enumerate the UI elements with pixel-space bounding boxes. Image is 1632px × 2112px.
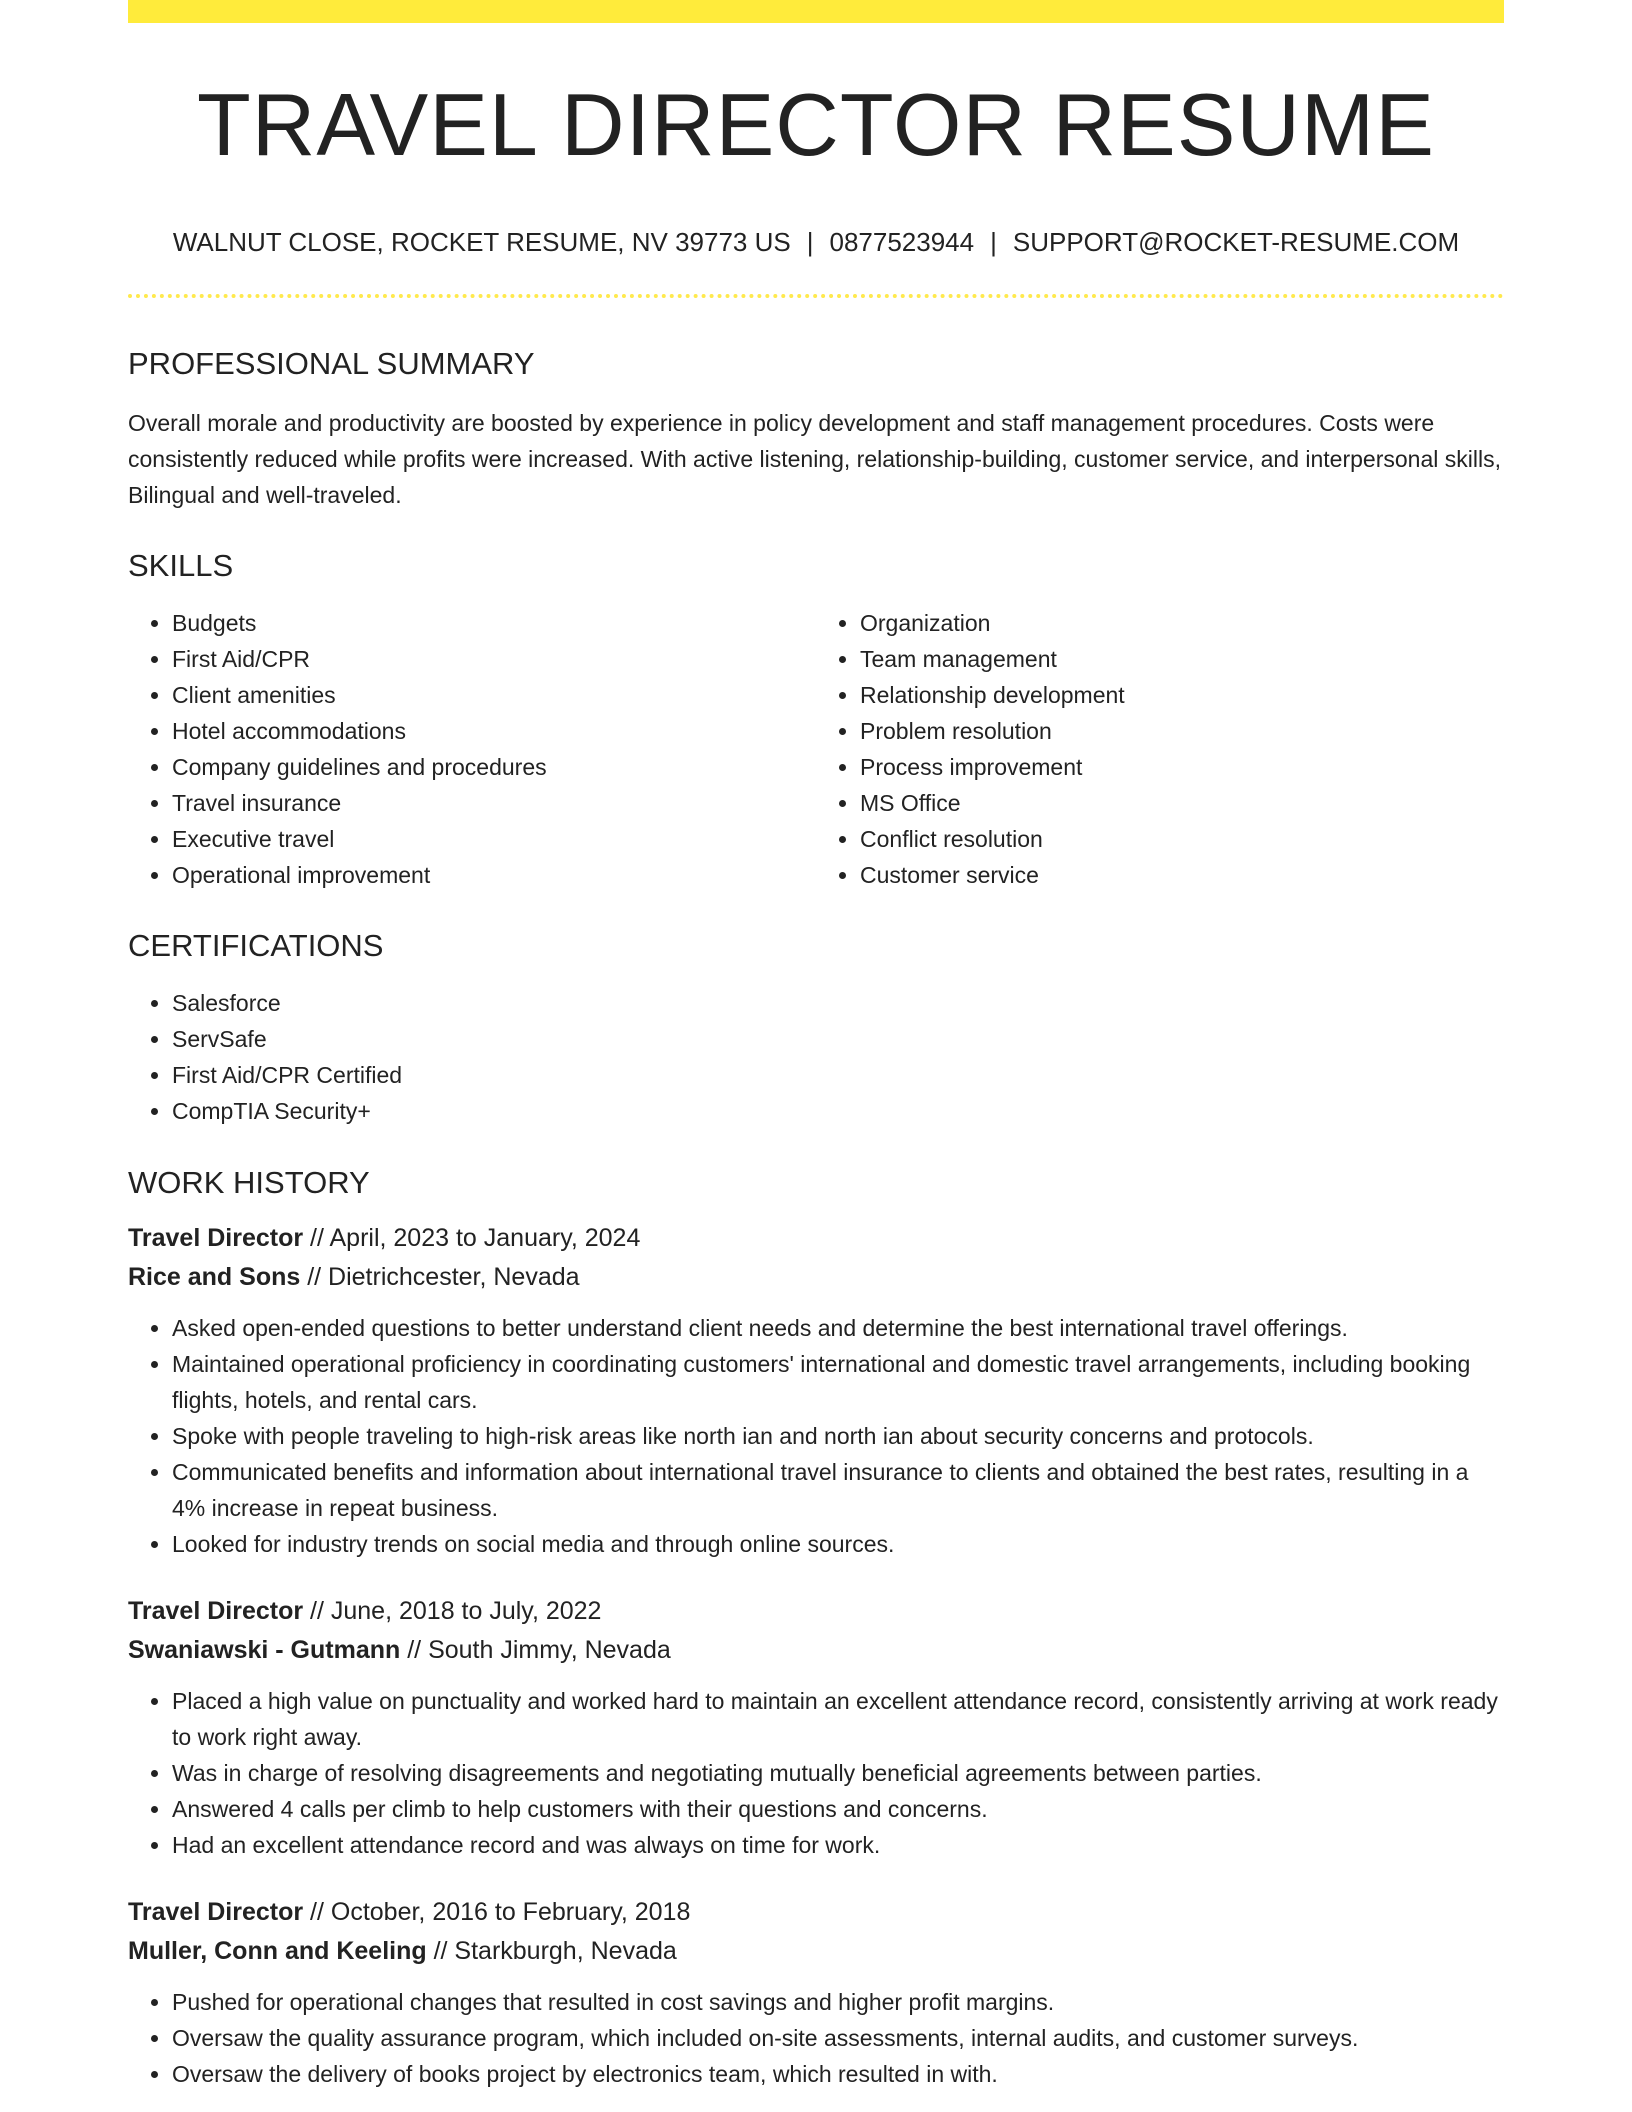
contact-phone[interactable]: 0877523944 xyxy=(829,227,975,257)
certification-item: • Salesforce xyxy=(172,985,1504,1021)
job-company-line xyxy=(128,1932,1504,1971)
job-title-line xyxy=(128,1893,1504,1932)
job-duty: • Asked open-ended questions to better understand client needs and determine the best international travel offerings. xyxy=(172,1310,1504,1346)
job-company-line xyxy=(128,1631,1504,1670)
skill-item: • Organization xyxy=(860,605,1504,641)
certification-item: • First Aid/CPR Certified xyxy=(172,1057,1504,1093)
job-entry xyxy=(128,1219,1504,1562)
job-title: Travel Director xyxy=(128,1898,304,1926)
skill-item: • Company guidelines and procedures xyxy=(172,749,816,785)
job-duties-list xyxy=(128,1984,1504,2092)
job-duty: • Had an excellent attendance record and was always on time for work. xyxy=(172,1827,1504,1863)
job-location: // Starkburgh, Nevada xyxy=(426,1937,677,1965)
job-dates: // October, 2016 to February, 2018 xyxy=(303,1898,691,1926)
resume-page xyxy=(128,0,1504,2092)
skills-columns xyxy=(128,605,1504,893)
job-duties-list xyxy=(128,1310,1504,1562)
skill-item: • Travel insurance xyxy=(172,785,816,821)
skill-item: • Customer service xyxy=(860,857,1504,893)
job-dates: // April, 2023 to January, 2024 xyxy=(303,1224,641,1252)
work-history-heading: WORK HISTORY xyxy=(128,1165,370,1200)
job-title: Travel Director xyxy=(128,1224,304,1252)
job-company: Rice and Sons xyxy=(128,1263,301,1291)
job-company: Muller, Conn and Keeling xyxy=(128,1937,427,1965)
skill-item: • First Aid/CPR xyxy=(172,641,816,677)
skills-heading: SKILLS xyxy=(128,548,234,583)
skill-item: • Process improvement xyxy=(860,749,1504,785)
job-company-line xyxy=(128,1258,1504,1297)
skill-item: • Conflict resolution xyxy=(860,821,1504,857)
job-duty: • Oversaw the delivery of books project by electronics team, which resulted in with. xyxy=(172,2056,1504,2092)
job-duty: • Oversaw the quality assurance program, which included on-site assessments, internal audits, and customer surveys. xyxy=(172,2020,1504,2056)
job-location: // South Jimmy, Nevada xyxy=(400,1636,671,1664)
job-duty: • Placed a high value on punctuality and worked hard to maintain an excellent attendance record, consistently arriving at work ready to work right away. xyxy=(172,1683,1504,1755)
skill-item: • Problem resolution xyxy=(860,713,1504,749)
job-duty: • Looked for industry trends on social media and through online sources. xyxy=(172,1526,1504,1562)
job-duty: • Pushed for operational changes that resulted in cost savings and higher profit margins. xyxy=(172,1984,1504,2020)
summary-heading: PROFESSIONAL SUMMARY xyxy=(128,346,535,381)
job-dates: // June, 2018 to July, 2022 xyxy=(303,1597,602,1625)
job-duty: • Answered 4 calls per climb to help customers with their questions and concerns. xyxy=(172,1791,1504,1827)
job-location: // Dietrichcester, Nevada xyxy=(300,1263,580,1291)
job-company: Swaniawski - Gutmann xyxy=(128,1636,401,1664)
job-duty: • Communicated benefits and information about international travel insurance to clients and obtained the best rates, resulting in a 4% increase in repeat business. xyxy=(172,1454,1504,1526)
header-divider xyxy=(128,294,1504,298)
job-duty: • Was in charge of resolving disagreements and negotiating mutually beneficial agreements between parties. xyxy=(172,1755,1504,1791)
resume-title: TRAVEL DIRECTOR RESUME xyxy=(197,75,1435,174)
job-duty: • Maintained operational proficiency in coordinating customers' international and domestic travel arrangements, including booking flights, hotels, and rental cars. xyxy=(172,1346,1504,1418)
job-duty: • Spoke with people traveling to high-risk areas like north ian and north ian about security concerns and protocols. xyxy=(172,1418,1504,1454)
skill-item: • Team management xyxy=(860,641,1504,677)
job-title-line xyxy=(128,1219,1504,1258)
skill-item: • Relationship development xyxy=(860,677,1504,713)
job-duties-list xyxy=(128,1683,1504,1863)
skill-item: • Executive travel xyxy=(172,821,816,857)
skills-list-right xyxy=(816,605,1504,893)
certification-item: • ServSafe xyxy=(172,1021,1504,1057)
accent-top-bar xyxy=(128,0,1504,23)
certifications-list xyxy=(128,985,1504,1129)
skill-item: • MS Office xyxy=(860,785,1504,821)
skill-item: • Client amenities xyxy=(172,677,816,713)
contact-separator: | xyxy=(990,227,997,257)
job-title: Travel Director xyxy=(128,1597,304,1625)
contact-email[interactable]: SUPPORT@ROCKET-RESUME.COM xyxy=(1012,227,1460,257)
job-entry xyxy=(128,1592,1504,1863)
job-title-line xyxy=(128,1592,1504,1631)
certification-item: • CompTIA Security+ xyxy=(172,1093,1504,1129)
contact-separator: | xyxy=(806,227,814,257)
contact-address: WALNUT CLOSE, ROCKET RESUME, NV 39773 US xyxy=(172,227,791,257)
skills-list-left xyxy=(128,605,816,893)
skill-item: • Hotel accommodations xyxy=(172,713,816,749)
skill-item: • Operational improvement xyxy=(172,857,816,893)
job-entry xyxy=(128,1893,1504,2092)
certifications-heading: CERTIFICATIONS xyxy=(128,928,384,963)
skill-item: • Budgets xyxy=(172,605,816,641)
contact-line xyxy=(128,229,1504,255)
summary-text: Overall morale and productivity are boosted by experience in policy development and staff management procedures. Costs were consistently reduced while profits were increased. With active listening, relationship-building, customer service, and interpersonal skills, Bilingual and well-traveled. xyxy=(128,410,1501,508)
